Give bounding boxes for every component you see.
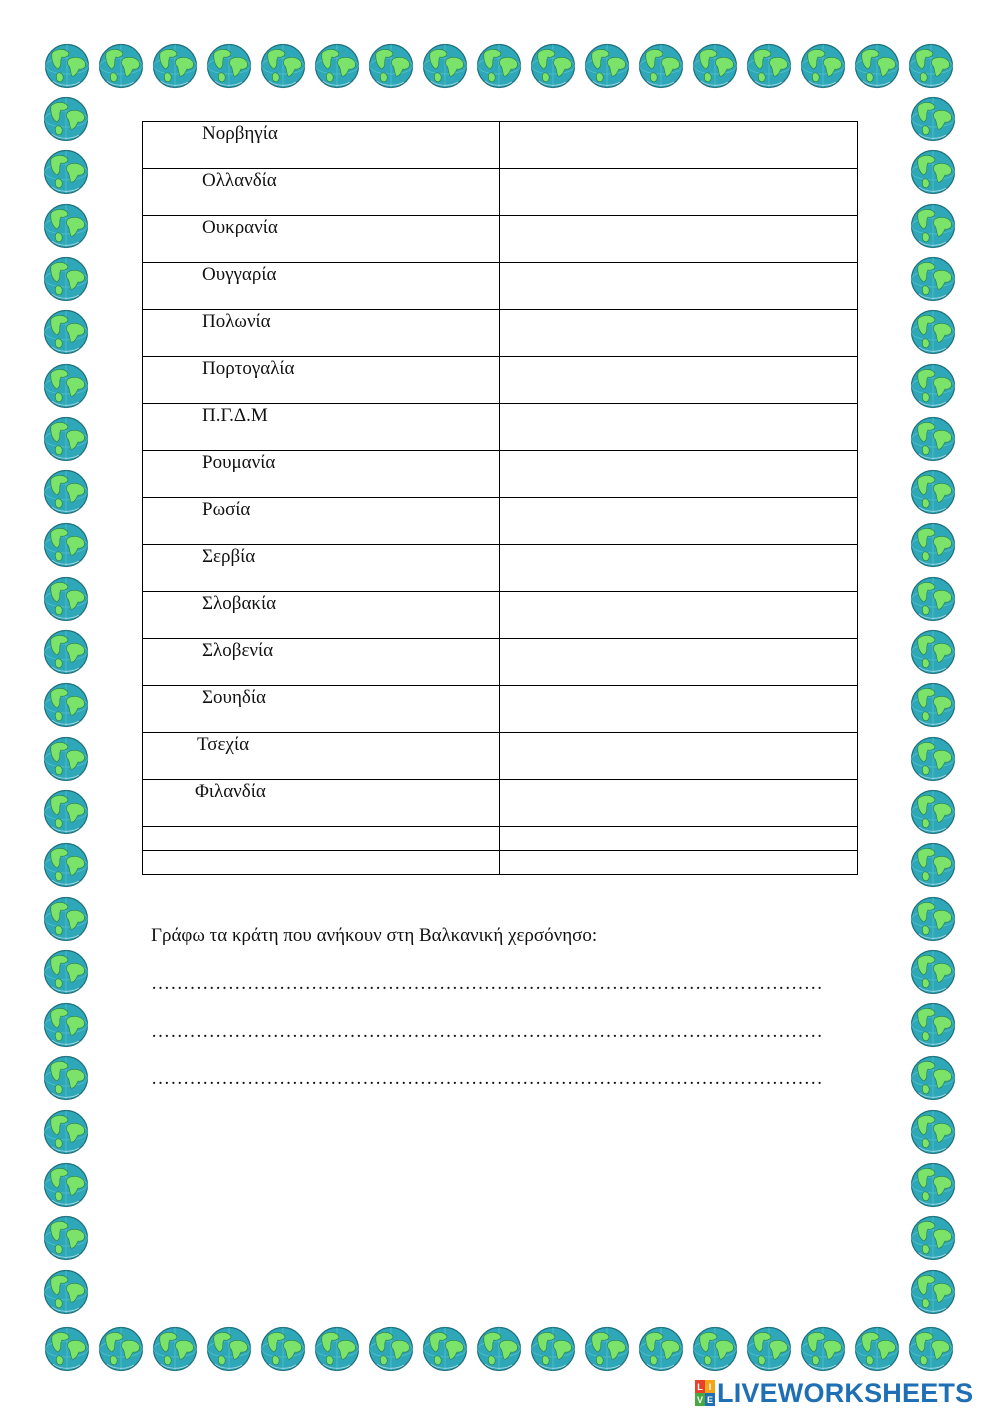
liveworksheets-brand xyxy=(695,1378,973,1408)
globe-icon xyxy=(422,1326,468,1372)
country-name: Σλοβενία xyxy=(202,640,274,661)
globe-icon xyxy=(910,416,956,462)
country-cell xyxy=(143,216,500,263)
answer-cell[interactable] xyxy=(500,357,858,404)
table-row xyxy=(143,686,858,733)
logo-letter-i: I xyxy=(705,1380,715,1393)
globe-icon xyxy=(43,1215,89,1261)
answer-cell[interactable] xyxy=(500,851,858,875)
countries-table xyxy=(142,121,858,875)
country-name: Νορβηγία xyxy=(202,123,278,144)
table-row xyxy=(143,263,858,310)
logo-letter-l: L xyxy=(695,1380,705,1393)
country-cell xyxy=(143,851,500,875)
globe-icon xyxy=(908,43,954,89)
table-row xyxy=(143,310,858,357)
table-row xyxy=(143,404,858,451)
globe-icon xyxy=(910,949,956,995)
country-cell xyxy=(143,263,500,310)
table-row xyxy=(143,851,858,875)
country-name: Τσεχία xyxy=(197,734,250,755)
answer-cell[interactable] xyxy=(500,733,858,780)
globe-icon xyxy=(43,576,89,622)
globe-icon xyxy=(692,43,738,89)
country-name: Σερβία xyxy=(202,546,256,567)
answer-cell[interactable] xyxy=(500,451,858,498)
globe-icon xyxy=(910,896,956,942)
country-name: Π.Γ.Δ.Μ xyxy=(202,405,268,426)
globe-icon xyxy=(910,256,956,302)
globe-icon xyxy=(910,789,956,835)
globe-icon xyxy=(910,629,956,675)
country-cell xyxy=(143,169,500,216)
answer-cell[interactable] xyxy=(500,639,858,686)
answer-line-3[interactable]: …………………………………………………………………………………………… xyxy=(151,1068,823,1089)
globe-icon xyxy=(910,522,956,568)
globe-icon xyxy=(43,203,89,249)
table-row xyxy=(143,451,858,498)
country-cell xyxy=(143,310,500,357)
answer-cell[interactable] xyxy=(500,310,858,357)
globe-icon xyxy=(43,736,89,782)
globe-icon xyxy=(368,43,414,89)
globe-icon xyxy=(43,363,89,409)
globe-icon xyxy=(746,43,792,89)
globe-icon xyxy=(43,789,89,835)
globe-icon xyxy=(910,203,956,249)
globe-icon xyxy=(43,1002,89,1048)
answer-cell[interactable] xyxy=(500,498,858,545)
globe-icon xyxy=(692,1326,738,1372)
country-cell xyxy=(143,498,500,545)
globe-icon xyxy=(44,1326,90,1372)
globe-icon xyxy=(206,43,252,89)
answer-line-2[interactable]: …………………………………………………………………………………………… xyxy=(151,1021,823,1042)
globe-icon xyxy=(854,43,900,89)
globe-icon xyxy=(260,43,306,89)
globe-icon xyxy=(43,1269,89,1315)
globe-icon xyxy=(43,1109,89,1155)
country-cell xyxy=(143,827,500,851)
country-cell xyxy=(143,545,500,592)
globe-icon xyxy=(530,1326,576,1372)
liveworksheets-logo-icon xyxy=(695,1380,715,1406)
logo-letter-v: V xyxy=(696,1394,703,1405)
country-cell xyxy=(143,733,500,780)
answer-cell[interactable] xyxy=(500,780,858,827)
globe-icon xyxy=(910,96,956,142)
globe-icon xyxy=(43,309,89,355)
table-row xyxy=(143,639,858,686)
answer-cell[interactable] xyxy=(500,216,858,263)
answer-cell[interactable] xyxy=(500,122,858,169)
globe-icon xyxy=(910,1109,956,1155)
globe-icon xyxy=(206,1326,252,1372)
table-row xyxy=(143,545,858,592)
country-name: Πορτογαλία xyxy=(202,358,295,379)
country-name: Ουγγαρία xyxy=(202,264,277,285)
globe-icon xyxy=(910,1055,956,1101)
answer-cell[interactable] xyxy=(500,404,858,451)
globe-icon xyxy=(910,1269,956,1315)
globe-icon xyxy=(44,43,90,89)
globe-icon xyxy=(638,43,684,89)
country-cell xyxy=(143,686,500,733)
globe-icon xyxy=(43,469,89,515)
table-row xyxy=(143,827,858,851)
globe-icon xyxy=(43,896,89,942)
answer-cell[interactable] xyxy=(500,169,858,216)
globe-icon xyxy=(530,43,576,89)
globe-icon xyxy=(98,1326,144,1372)
globe-icon xyxy=(43,149,89,195)
globe-icon xyxy=(908,1326,954,1372)
country-name: Ουκρανία xyxy=(202,217,278,238)
globe-icon xyxy=(800,43,846,89)
country-cell xyxy=(143,451,500,498)
globe-icon xyxy=(368,1326,414,1372)
globe-icon xyxy=(910,1002,956,1048)
globe-icon xyxy=(260,1326,306,1372)
country-name: Ολλανδία xyxy=(202,170,277,191)
globe-icon xyxy=(910,842,956,888)
country-name xyxy=(143,827,499,828)
globe-icon xyxy=(746,1326,792,1372)
answer-cell[interactable] xyxy=(500,592,858,639)
country-cell xyxy=(143,639,500,686)
country-name: Πολωνία xyxy=(202,311,271,332)
table-row xyxy=(143,357,858,404)
country-cell xyxy=(143,592,500,639)
globe-icon xyxy=(314,43,360,89)
logo-letter-e: E xyxy=(706,1394,713,1405)
globe-icon xyxy=(152,1326,198,1372)
table-row xyxy=(143,122,858,169)
country-name: Φιλανδία xyxy=(195,781,266,802)
globe-icon xyxy=(910,469,956,515)
globe-icon xyxy=(43,1055,89,1101)
globe-icon xyxy=(910,682,956,728)
table-row xyxy=(143,216,858,263)
country-name xyxy=(143,851,499,852)
globe-icon xyxy=(910,1162,956,1208)
globe-icon xyxy=(910,309,956,355)
globe-icon xyxy=(43,1162,89,1208)
globe-icon xyxy=(43,629,89,675)
country-name: Σουηδία xyxy=(202,687,266,708)
answer-cell[interactable] xyxy=(500,263,858,310)
globe-icon xyxy=(910,736,956,782)
globe-icon xyxy=(584,1326,630,1372)
globe-icon xyxy=(584,43,630,89)
globe-icon xyxy=(43,96,89,142)
globe-icon xyxy=(910,363,956,409)
globe-icon xyxy=(43,949,89,995)
table-row xyxy=(143,733,858,780)
answer-cell[interactable] xyxy=(500,545,858,592)
globe-icon xyxy=(43,682,89,728)
country-name: Σλοβακία xyxy=(202,593,277,614)
answer-cell[interactable] xyxy=(500,827,858,851)
table-row xyxy=(143,592,858,639)
globe-icon xyxy=(910,1215,956,1261)
globe-icon xyxy=(43,842,89,888)
globe-icon xyxy=(638,1326,684,1372)
table-row xyxy=(143,169,858,216)
country-cell xyxy=(143,780,500,827)
country-cell xyxy=(143,357,500,404)
globe-icon xyxy=(422,43,468,89)
globe-icon xyxy=(800,1326,846,1372)
country-cell xyxy=(143,122,500,169)
country-cell xyxy=(143,404,500,451)
country-name: Ρωσία xyxy=(202,499,251,520)
table-row xyxy=(143,498,858,545)
table-row xyxy=(143,780,858,827)
globe-icon xyxy=(98,43,144,89)
globe-icon xyxy=(476,43,522,89)
answer-cell[interactable] xyxy=(500,686,858,733)
answer-line-1[interactable]: …………………………………………………………………………………………… xyxy=(151,973,823,994)
globe-icon xyxy=(314,1326,360,1372)
brand-name: LIVEWORKSHEETS xyxy=(717,1377,974,1408)
globe-icon xyxy=(854,1326,900,1372)
globe-icon xyxy=(152,43,198,89)
globe-icon xyxy=(910,576,956,622)
globe-icon xyxy=(43,522,89,568)
globe-icon xyxy=(910,149,956,195)
exercise-prompt: Γράφω τα κράτη που ανήκουν στη Βαλκανική χερσόνησο: xyxy=(151,925,598,946)
country-name: Ρουμανία xyxy=(202,452,276,473)
globe-icon xyxy=(43,256,89,302)
globe-icon xyxy=(476,1326,522,1372)
globe-icon xyxy=(43,416,89,462)
